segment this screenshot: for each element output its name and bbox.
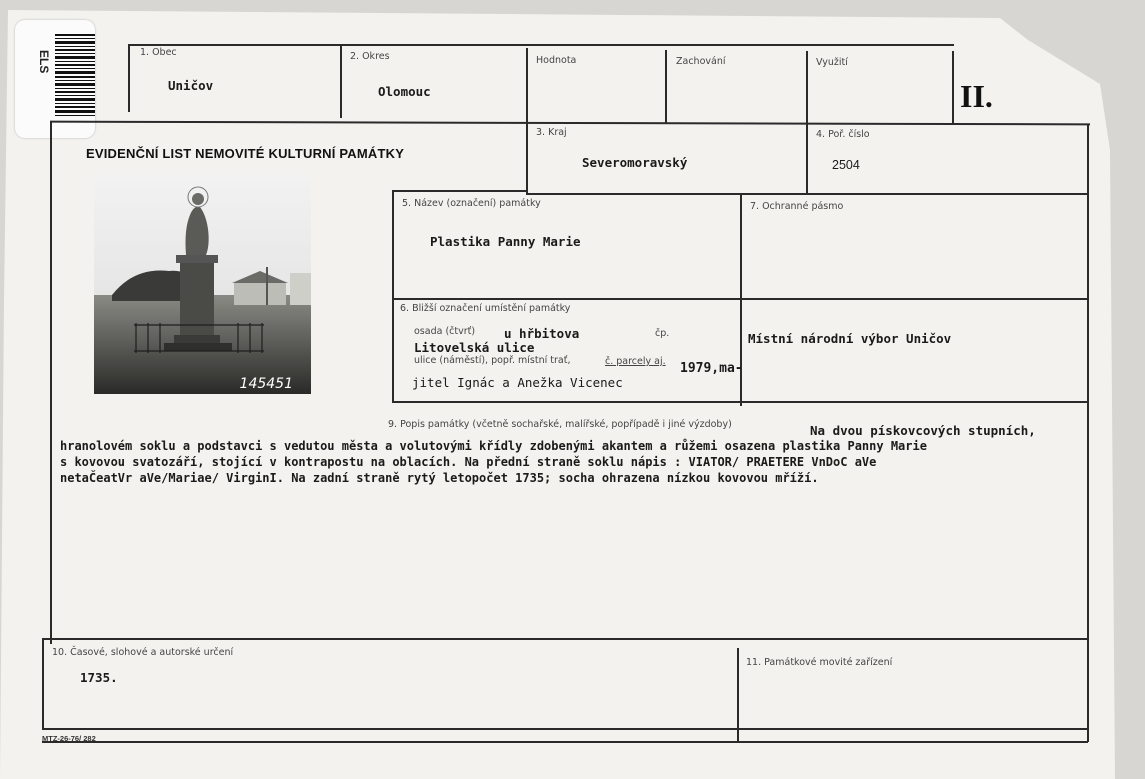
nazev-value: Plastika Panny Marie [430, 234, 581, 249]
category-numeral: II. [960, 78, 993, 114]
form-title: EVIDENČNÍ LIST NEMOVITÉ KULTURNÍ PAMÁTKY [86, 146, 405, 161]
popis-line-3: s kovovou svatozáří, stojící v kontrapostu na oblacích. Na přední straně soklu nápis : VIATOR/ PRAETERE VnDoC aVe [60, 455, 877, 469]
hodnota-label: Hodnota [536, 55, 577, 66]
form-code: MTZ-26-76/ 282 [42, 734, 96, 743]
por-cislo-value: 2504 [832, 158, 860, 172]
monument-photo [94, 175, 311, 394]
vyuziti-label: Využití [816, 57, 848, 68]
popis-label: 9. Popis památky (včetně sochařské, malířské, popřípadě i jiné výzdoby) [388, 419, 732, 430]
owner-value: jitel Ignác a Anežka Vicenec [412, 375, 623, 390]
ulice-label: ulice (náměstí), popř. místní trať, [414, 355, 571, 366]
barcode-code: ELS [37, 50, 51, 74]
kraj-label: 3. Kraj [536, 127, 567, 138]
spravce-value: Místní národní výbor Uničov [748, 331, 952, 346]
obec-label: 1. Obec [140, 47, 177, 58]
movite-label: 11. Památkové movité zařízení [746, 657, 893, 668]
okres-value: Olomouc [378, 84, 431, 99]
popis-line-4: netaČeatVr aVe/Mariae/ VirginI. Na zadní straně rytý letopočet 1735; socha ohrazena nízkou kovovou mříží. [60, 471, 819, 485]
osada-value: u hřbitova [504, 326, 580, 341]
umisteni-label: 6. Bližší označení umístění památky [400, 303, 571, 314]
cp-label: čp. [655, 328, 670, 339]
statue-photo-image [94, 175, 311, 394]
parcel-value: 1979,ma- [680, 361, 743, 376]
street-value: Litovelská ulice [414, 340, 535, 355]
osada-label: osada (čtvrť) [414, 326, 476, 337]
casove-label: 10. Časové, slohové a autorské určení [52, 647, 234, 658]
popis-line-1: Na dvou pískovcových stupních, [810, 423, 1036, 438]
por-cislo-label: 4. Poř. číslo [816, 129, 870, 140]
photo-number: 145451 [239, 376, 293, 392]
nazev-label: 5. Název (označení) památky [402, 198, 541, 209]
kraj-value: Severomoravský [582, 155, 688, 170]
ochranne-pasmo-label: 7. Ochranné pásmo [750, 201, 844, 212]
obec-value: Uničov [168, 78, 214, 93]
okres-label: 2. Okres [350, 51, 390, 62]
zachovani-label: Zachování [676, 56, 726, 67]
popis-line-2: hranolovém soklu a podstavci s vedutou města a volutovými křídly zdobenými akantem a růžemi osazena plastika Panny Marie [60, 439, 927, 453]
parcely-label: č. parcely aj. [605, 356, 666, 367]
casove-value: 1735. [80, 670, 118, 685]
